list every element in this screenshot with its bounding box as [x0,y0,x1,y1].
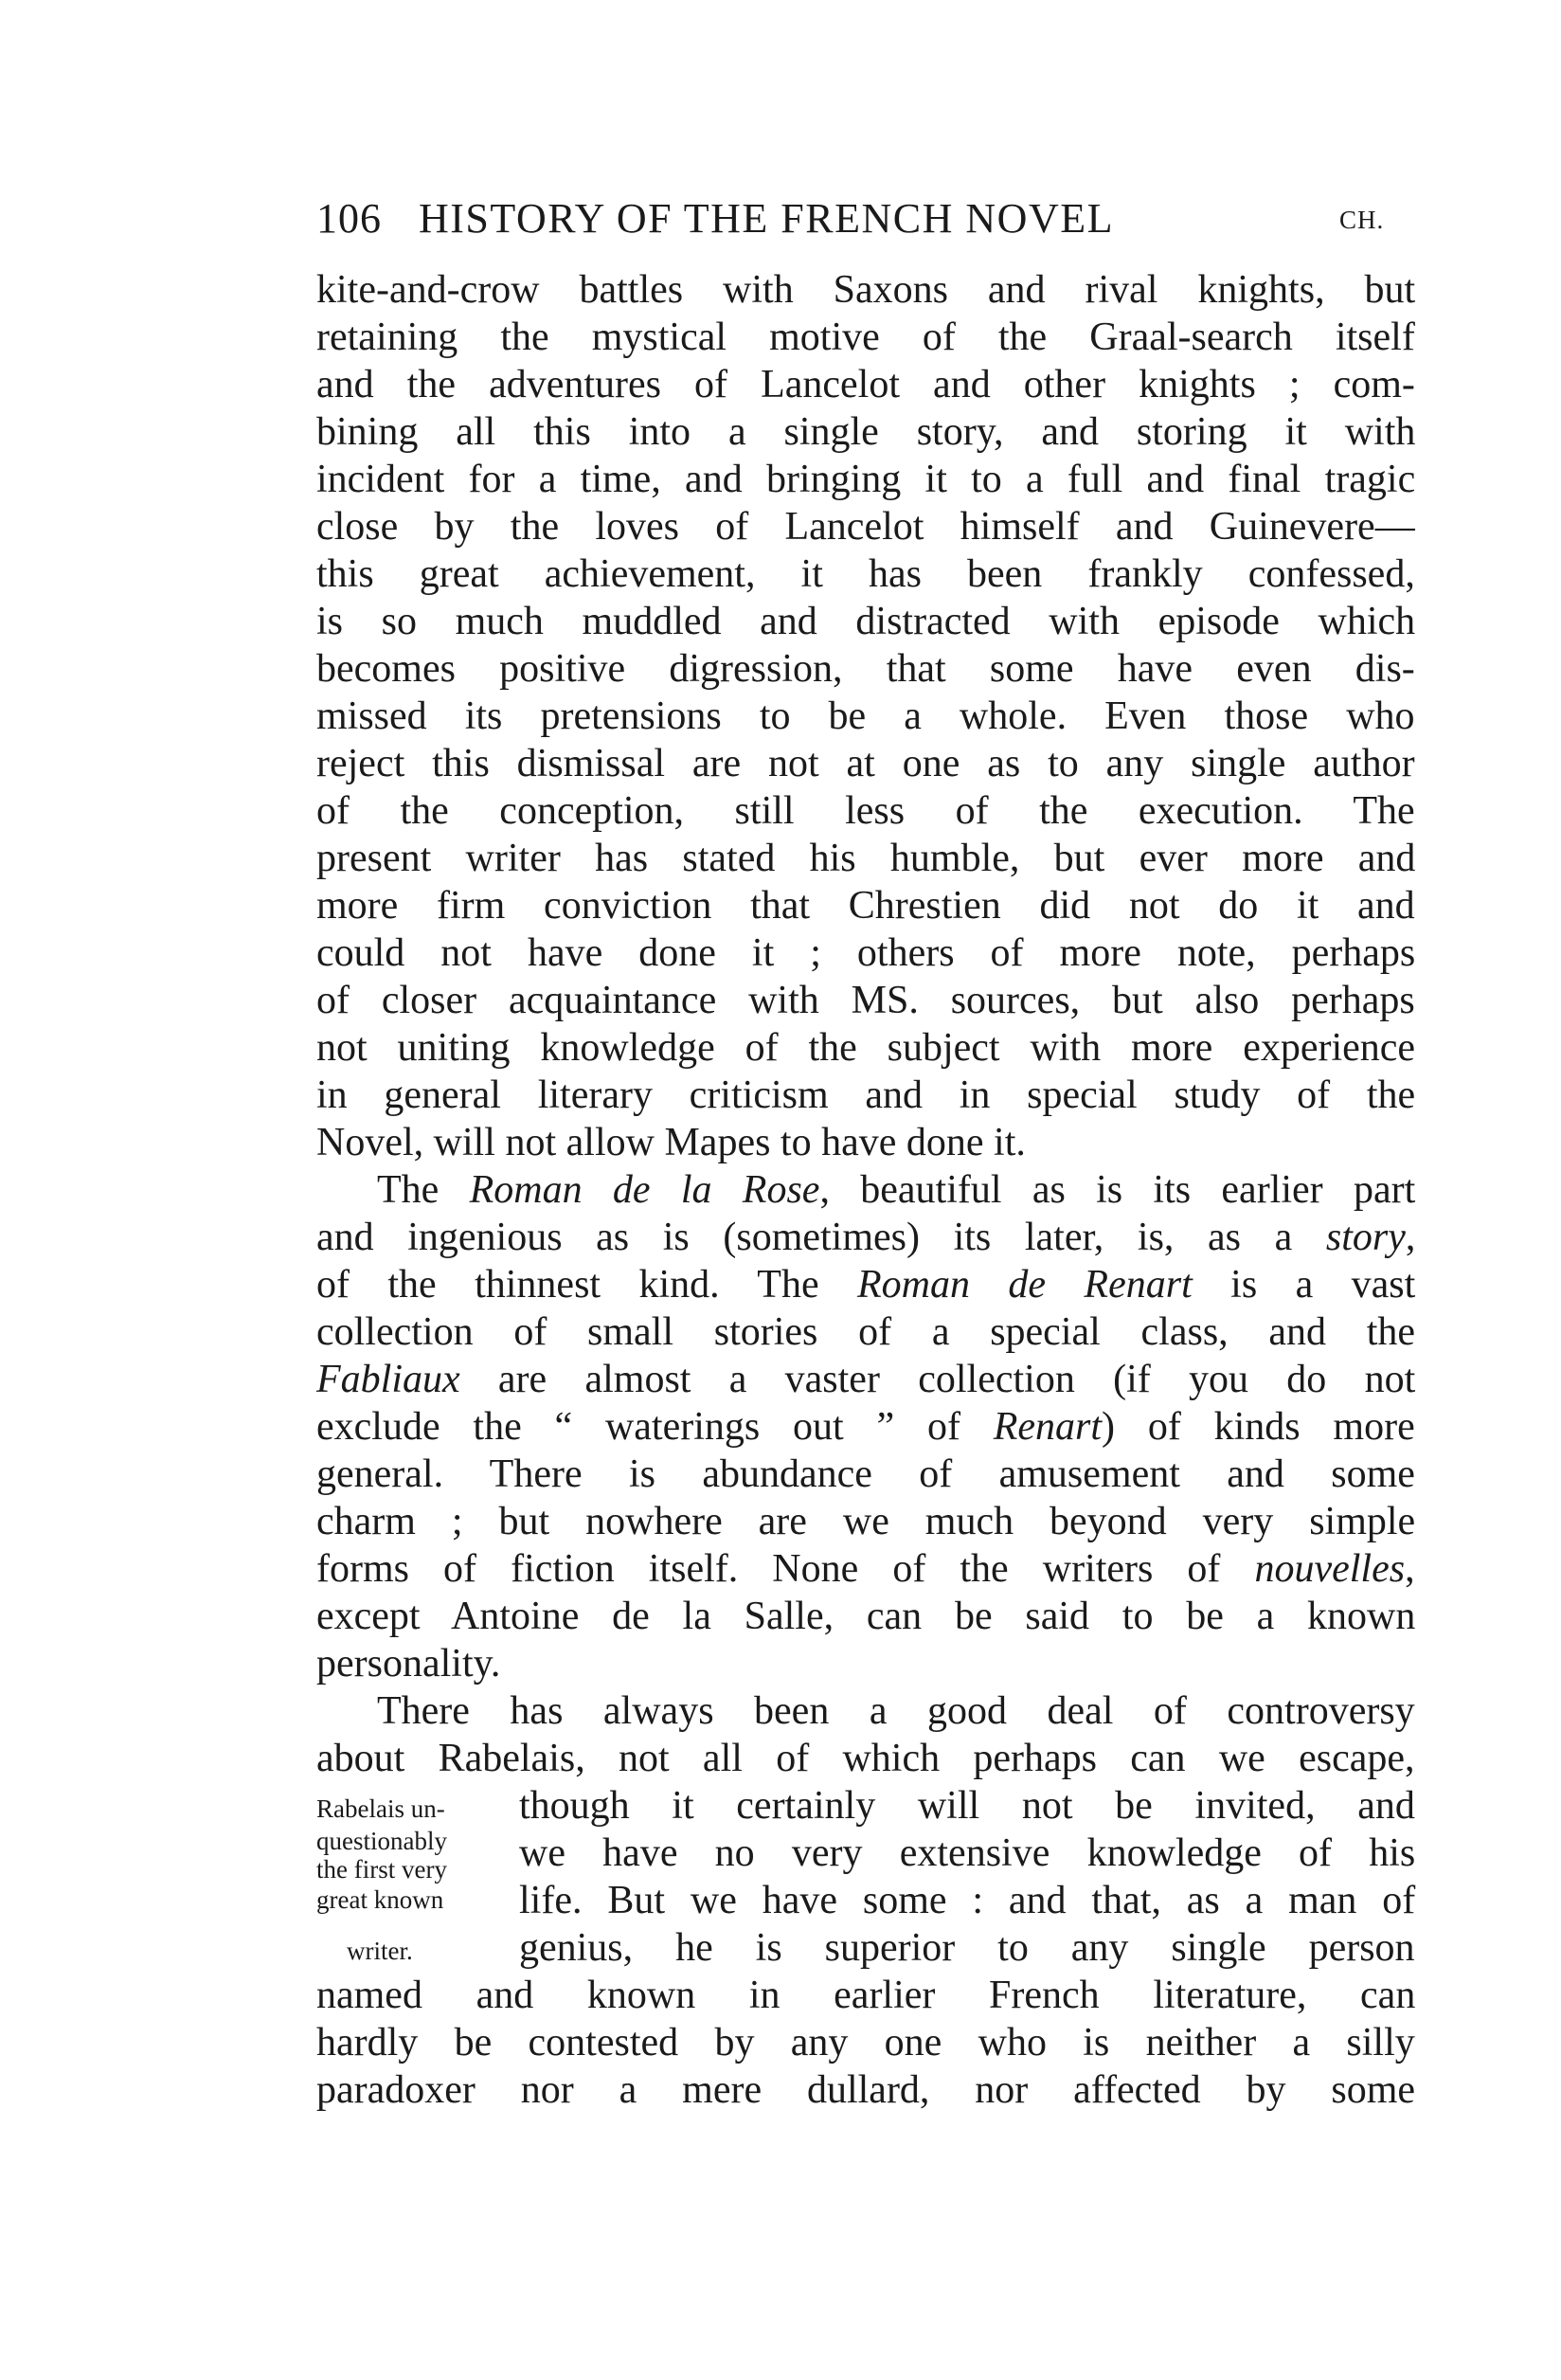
text-line: missed its pretensions to be a whole. Even those who [316,694,1415,738]
text-line: reject this dismissal are not at one as to any single author [316,742,1415,785]
text-line: There has always been a good deal of controversy [377,1689,1415,1733]
text-line: becomes positive digression, that some have even dis- [316,647,1415,691]
text-line: kite-and-crow battles with Saxons and rival knights, but [316,268,1416,312]
text-line: not uniting knowledge of the subject with more experience [316,1026,1416,1070]
text-line: retaining the mystical motive of the Graal-search itself [316,316,1415,359]
text-line: collection of small stories of a special class, and the [316,1310,1416,1354]
text-line: we have no very extensive knowledge of his [519,1831,1416,1875]
text-line: named and known in earlier French literature, can [316,1974,1416,2017]
text-line: paradoxer nor a mere dullard, nor affected by some [316,2068,1416,2112]
text-line: this great achievement, it has been frankly confessed, [316,552,1415,596]
text-line: except Antoine de la Salle, can be said to be a known [316,1595,1416,1638]
text-line: close by the loves of Lancelot himself and Guinevere— [316,505,1415,549]
text-line: bining all this into a single story, and storing it with [316,410,1416,454]
margin-note-line: Rabelais un- [316,1794,445,1823]
text-line: exclude the “ waterings out ” of Renart) of kinds more [316,1405,1415,1449]
text-line: incident for a time, and bringing it to a full and final tragic [316,458,1416,501]
text-line: Fabliaux are almost a vaster collection (if you do not [316,1358,1416,1401]
text-line: and the adventures of Lancelot and other knights ; com- [316,363,1415,406]
text-line: of the thinnest kind. The Roman de Renart is a vast [316,1263,1416,1307]
margin-note-line: great known [316,1885,444,1914]
text-line: life. But we have some : and that, as a man of [519,1879,1416,1922]
text-line: is so much muddled and distracted with episode which [316,600,1416,643]
text-line: and ingenious as is (sometimes) its later, is, as a story, [316,1216,1416,1259]
text-line: charm ; but nowhere are we much beyond very simple [316,1500,1416,1543]
text-line: of closer acquaintance with MS. sources, but also perhaps [316,979,1415,1022]
margin-note-line: questionably [316,1827,447,1855]
margin-note-line: writer. [347,1937,413,1965]
chapter-abbrev: CH. [1339,206,1385,234]
text-line: hardly be contested by any one who is neither a silly [316,2021,1415,2064]
text-line: Novel, will not allow Mapes to have done it. [316,1121,1026,1164]
text-line: could not have done it ; others of more note, perhaps [316,931,1416,975]
text-line: present writer has stated his humble, but ever more and [316,837,1416,880]
text-line: The Roman de la Rose, beautiful as is its earlier part [377,1168,1416,1212]
text-line: in general literary criticism and in special study of the [316,1073,1416,1117]
running-header [316,194,1453,261]
text-line: more firm conviction that Chrestien did not do it and [316,884,1415,928]
text-line: forms of fiction itself. None of the writers of nouvelles, [316,1547,1415,1591]
text-line: general. There is abundance of amusement and some [316,1452,1415,1496]
running-title: HISTORY OF THE FRENCH NOVEL [419,195,1114,242]
text-line: about Rabelais, not all of which perhaps can we escape, [316,1737,1415,1780]
margin-note-line: the first very [316,1855,447,1884]
page-number: 106 [316,195,382,242]
text-line: personality. [316,1642,501,1686]
text-line: genius, he is superior to any single person [519,1926,1415,1970]
text-line: though it certainly will not be invited, and [519,1784,1415,1828]
text-line: of the conception, still less of the execution. The [316,789,1415,833]
